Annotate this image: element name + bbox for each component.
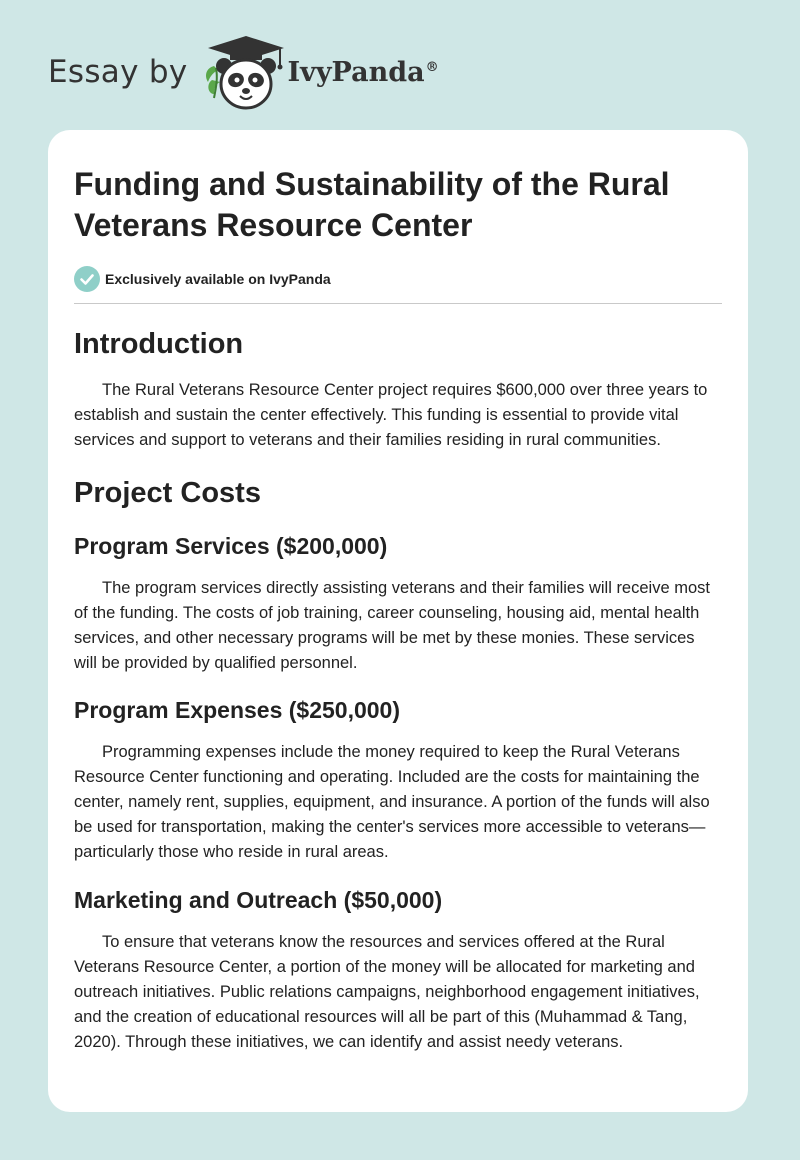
heading-introduction: Introduction bbox=[74, 328, 244, 360]
divider bbox=[74, 303, 722, 304]
check-circle-icon bbox=[74, 266, 100, 292]
heading-marketing-outreach: Marketing and Outreach ($50,000) bbox=[74, 887, 443, 913]
panda-graduate-icon[interactable] bbox=[202, 32, 286, 112]
exclusive-badge bbox=[74, 265, 722, 293]
brand-name-text: IvyPanda bbox=[287, 56, 425, 88]
paragraph-marketing-outreach: To ensure that veterans know the resources and services offered at the Rural Veterans Resource Center, a portion of the money will be allocated for marketing and outreach initiatives. Public relations campaigns, neighborhood engagement initiatives, and the creation of educational resources will all be part of this (Muhammad & Tang, 2020). Through these initiatives, we can identify and assist needy veterans. bbox=[74, 933, 700, 1051]
paragraph-program-expenses: Programming expenses include the money required to keep the Rural Veterans Resource Center functioning and operating. Included are the costs for maintaining the center, namely rent, supplies, equipment, and insurance. A portion of the funds will also be used for transportation, making the center's services more accessible to veterans—particularly those who reside in rural areas. bbox=[74, 743, 710, 861]
heading-project-costs: Project Costs bbox=[74, 477, 261, 509]
exclusive-label: Exclusively available on IvyPanda bbox=[105, 271, 331, 287]
registered-mark: ® bbox=[425, 59, 439, 75]
paragraph-program-services: The program services directly assisting veterans and their families will receive most of the funding. The costs of job training, career counseling, housing aid, mental health services, and other necessary programs will be met by these monies. These services will be provided by qualified personnel. bbox=[74, 579, 710, 672]
essay-card bbox=[48, 130, 748, 1112]
brand-name[interactable] bbox=[288, 57, 439, 88]
paragraph-introduction: The Rural Veterans Resource Center project requires $600,000 over three years to establish and sustain the center effectively. This funding is essential to provide vital services and support to veterans and their families residing in rural communities. bbox=[74, 381, 708, 449]
page-title: Funding and Sustainability of the Rural Veterans Resource Center bbox=[74, 166, 670, 243]
brand-prefix: Essay by bbox=[48, 54, 188, 90]
heading-program-services: Program Services ($200,000) bbox=[74, 533, 388, 559]
site-header bbox=[48, 32, 439, 112]
heading-program-expenses: Program Expenses ($250,000) bbox=[74, 697, 401, 723]
